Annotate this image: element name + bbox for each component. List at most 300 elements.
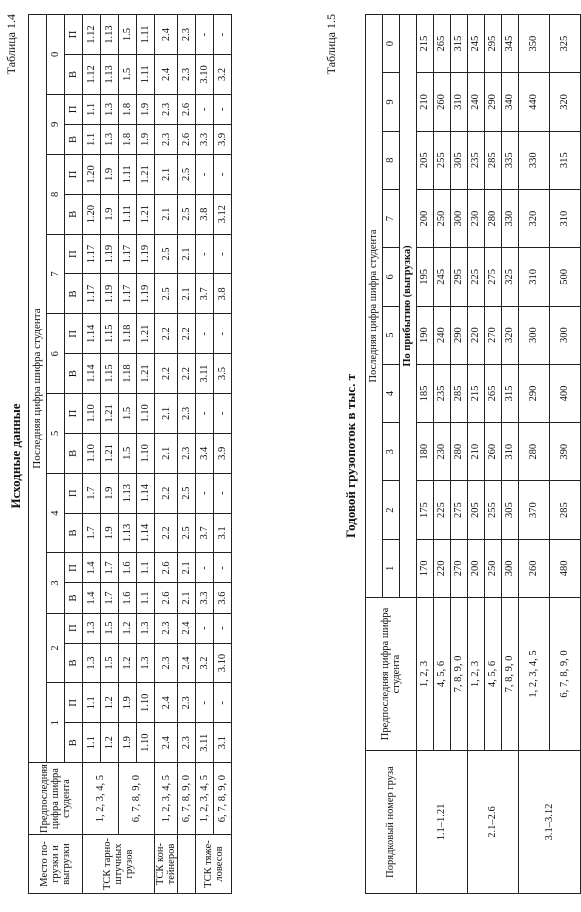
table-cell: - [214, 683, 232, 723]
sub-header-v: В [65, 583, 83, 613]
table-cell: 2.5 [178, 154, 196, 194]
table-row [83, 15, 101, 894]
table-cell: 3.8 [196, 194, 214, 234]
table-row [119, 15, 137, 894]
table-cell: 240 [434, 306, 451, 364]
sub-header-p: П [65, 613, 83, 643]
pre-digit-cell: 6, 7, 8, 9, 0 [178, 763, 196, 835]
table-cell: 2.3 [178, 15, 196, 55]
table-cell: 1.21 [101, 433, 119, 473]
table-cell: 2.6 [178, 94, 196, 124]
sub-header-v: В [65, 433, 83, 473]
table-cell: 225 [434, 481, 451, 539]
table-cell: 1.10 [137, 433, 155, 473]
table-cell: 3.12 [214, 194, 232, 234]
sub-header-v: В [65, 643, 83, 683]
table-cell: 230 [468, 189, 485, 247]
table-cell: 1.12 [83, 15, 101, 55]
table-cell: 2.3 [178, 683, 196, 723]
table-cell: - [196, 15, 214, 55]
table-cell: 290 [485, 73, 502, 131]
table-cell: 3.11 [196, 723, 214, 763]
table-cell: 3.11 [196, 354, 214, 394]
table-cell: 2.5 [178, 513, 196, 553]
table1-title: Исходные данные [8, 403, 23, 509]
table-cell: 310 [451, 73, 468, 131]
table-cell: 300 [502, 539, 519, 597]
table-cell: 1.10 [137, 394, 155, 434]
table-cell: 305 [502, 481, 519, 539]
table-cell: 280 [485, 189, 502, 247]
table2-label: Таблица 1.5 [324, 14, 338, 75]
table-cell: - [214, 394, 232, 434]
digit-header: 5 [47, 394, 65, 474]
table-cell: 1.9 [101, 194, 119, 234]
table-cell: 2.2 [178, 354, 196, 394]
table-cell: 275 [451, 481, 468, 539]
table-cell: 1.21 [137, 154, 155, 194]
table-cell: 290 [519, 364, 550, 422]
table-cell: - [214, 473, 232, 513]
digit-header: 6 [383, 248, 400, 306]
digit-header: 4 [383, 364, 400, 422]
table-cell: 215 [468, 364, 485, 422]
table-cell: - [196, 683, 214, 723]
table-cell: 1.13 [119, 513, 137, 553]
cargo-number-cell: 1.1–1.21 [417, 751, 468, 894]
table-cell: 1.11 [137, 15, 155, 55]
table-cell: 320 [519, 189, 550, 247]
table-cell: - [214, 15, 232, 55]
table-cell: 1.1 [83, 723, 101, 763]
table-cell: 1.14 [137, 473, 155, 513]
digit-header: 3 [383, 423, 400, 481]
table-cell: 1.9 [101, 513, 119, 553]
sub-header-v: В [65, 194, 83, 234]
table-cell: 1.10 [137, 723, 155, 763]
table-cell: 260 [434, 73, 451, 131]
table-cell: 3.5 [214, 354, 232, 394]
table-cell: 2.5 [178, 194, 196, 234]
table-header-row [366, 15, 383, 894]
table-cell: 1.5 [101, 613, 119, 643]
table-cell: 210 [417, 73, 434, 131]
sub-header-v: В [65, 513, 83, 553]
sub-header-p: П [65, 683, 83, 723]
header-last-digit: Последняя цифра шифра студента [29, 15, 47, 763]
pre-digit-cell: 6, 7, 8, 9, 0 [550, 598, 581, 751]
table-cell: 3.9 [214, 124, 232, 154]
table-row [214, 15, 232, 894]
header-cargo-number: Порядковый номер груза [366, 751, 417, 894]
table-cell: 1.9 [101, 154, 119, 194]
place-cell: ТСК тяже-ловесов [196, 835, 232, 894]
table-cell: 1.4 [83, 583, 101, 613]
table-cell: 2.4 [155, 55, 178, 95]
digit-header: 9 [47, 94, 65, 154]
table-cell: 295 [451, 248, 468, 306]
table-cell: 1.2 [101, 683, 119, 723]
digit-header: 8 [47, 154, 65, 234]
table-cell: 370 [519, 481, 550, 539]
table-cell: 1.21 [137, 314, 155, 354]
table-cell: 3.2 [196, 643, 214, 683]
table-cell: 1.10 [137, 683, 155, 723]
table-cell: 300 [519, 306, 550, 364]
table-cell: 1.9 [119, 683, 137, 723]
subheader-arrival: По прибытию (выгрузка) [400, 15, 417, 598]
table-cell: 265 [485, 364, 502, 422]
table-cell: 1.6 [119, 583, 137, 613]
table-cell: 280 [519, 423, 550, 481]
table-cell: 2.6 [178, 124, 196, 154]
table-cell: - [196, 314, 214, 354]
table-cell: 235 [468, 131, 485, 189]
table-cell: 2.4 [155, 723, 178, 763]
table-cell: 220 [468, 306, 485, 364]
place-cell [178, 835, 196, 894]
table-cell: 260 [485, 423, 502, 481]
table-cell: 1.7 [83, 513, 101, 553]
table-cell: - [214, 613, 232, 643]
table-cell: 1.3 [101, 124, 119, 154]
table-cell: 1.9 [137, 94, 155, 124]
table-cell: 1.19 [101, 234, 119, 274]
table-cell: 170 [417, 539, 434, 597]
table-cell: 3.2 [214, 55, 232, 95]
table-cell: 185 [417, 364, 434, 422]
table-cell: 1.17 [119, 274, 137, 314]
table-cell: 285 [485, 131, 502, 189]
table-cell: 2.2 [155, 314, 178, 354]
table-cell: 1.19 [137, 234, 155, 274]
table-row [417, 15, 434, 894]
digit-header: 0 [47, 15, 65, 95]
table-cell: - [214, 553, 232, 583]
table-cell: 3.10 [196, 55, 214, 95]
table-cell: 2.3 [155, 643, 178, 683]
table-cell: - [196, 94, 214, 124]
table-cell: 1.5 [119, 394, 137, 434]
digit-header: 5 [383, 306, 400, 364]
cargo-number-cell: 3.1–3.12 [519, 751, 581, 894]
table-cell: 440 [519, 73, 550, 131]
table-cell: 1.21 [137, 354, 155, 394]
table-cell: 2.1 [155, 194, 178, 234]
table-cell: 2.3 [178, 394, 196, 434]
table-cell: 1.17 [119, 234, 137, 274]
table-cell: 305 [451, 131, 468, 189]
table-cell: 2.3 [178, 55, 196, 95]
header-last-digit: Последняя цифра шифра студента [366, 15, 383, 598]
table-cell: 1.1 [137, 553, 155, 583]
table-cell: 275 [485, 248, 502, 306]
table-cell: 310 [502, 423, 519, 481]
digit-header: 8 [383, 131, 400, 189]
table-cell: 2.1 [155, 433, 178, 473]
table-cell: 2.1 [155, 394, 178, 434]
table-cell: 1.1 [83, 683, 101, 723]
table-cell: 3.7 [196, 274, 214, 314]
table-cell: 3.8 [214, 274, 232, 314]
table-cell: 315 [502, 364, 519, 422]
table-cell: 265 [434, 15, 451, 73]
table-cell: 205 [417, 131, 434, 189]
table-cell: - [196, 613, 214, 643]
table-cell: 2.1 [178, 583, 196, 613]
table-cell: 1.11 [119, 154, 137, 194]
table-cell: 500 [550, 248, 581, 306]
table-cell: 2.4 [178, 613, 196, 643]
table-cell: 1.11 [119, 194, 137, 234]
table-cell: 300 [451, 189, 468, 247]
table-row [178, 15, 196, 894]
table-cell: 1.12 [83, 55, 101, 95]
digit-header: 1 [383, 539, 400, 597]
table-cell: 330 [519, 131, 550, 189]
table-row [519, 15, 550, 894]
table-cell: 350 [519, 15, 550, 73]
table-cell: 3.7 [196, 513, 214, 553]
table-row [137, 15, 155, 894]
table-cell: 330 [502, 189, 519, 247]
table-cell: 340 [502, 73, 519, 131]
table-cell: 1.2 [101, 723, 119, 763]
table-cell: 1.5 [119, 15, 137, 55]
sub-header-p: П [65, 154, 83, 194]
table-cell: 220 [434, 539, 451, 597]
table-cell: 245 [468, 15, 485, 73]
table-cell: 1.3 [137, 613, 155, 643]
table-cell: 335 [502, 131, 519, 189]
pre-digit-cell: 1, 2, 3, 4, 5 [155, 763, 178, 835]
table-cell: 1.8 [119, 124, 137, 154]
table-cell: - [214, 154, 232, 194]
table-row [101, 15, 119, 894]
table-cell: 3.9 [214, 433, 232, 473]
table-cell: 2.1 [155, 154, 178, 194]
table-cell: 1.9 [101, 473, 119, 513]
table-cell: 1.14 [83, 354, 101, 394]
table-cell: 1.15 [101, 354, 119, 394]
table-cell: 480 [550, 539, 581, 597]
table-cell: 1.3 [83, 643, 101, 683]
table-cell: - [196, 473, 214, 513]
table-cell: 1.7 [101, 553, 119, 583]
table-cell: 2.2 [155, 354, 178, 394]
table-cell: 270 [451, 539, 468, 597]
table-cell: 325 [502, 248, 519, 306]
table-cell: - [196, 553, 214, 583]
table-cell: 3.4 [196, 433, 214, 473]
table-cell: 1.21 [101, 394, 119, 434]
table-cell: 225 [468, 248, 485, 306]
table-cell: 1.20 [83, 154, 101, 194]
table-cell: 250 [485, 539, 502, 597]
sub-header-v: В [65, 274, 83, 314]
table-cell: 1.2 [119, 613, 137, 643]
digit-header: 0 [383, 15, 400, 73]
table-row [196, 15, 214, 894]
digit-header: 7 [383, 189, 400, 247]
table-cell: 215 [417, 15, 434, 73]
table-cell: - [196, 154, 214, 194]
table-cell: 320 [550, 73, 581, 131]
table-cell: - [214, 234, 232, 274]
table-cell: 2.2 [178, 314, 196, 354]
table-cell: 1.1 [137, 583, 155, 613]
table-cell: 1.8 [119, 94, 137, 124]
table-cell: 1.7 [83, 473, 101, 513]
table-cell: 205 [468, 481, 485, 539]
table-cell: 1.1 [83, 94, 101, 124]
table-cell: 2.1 [178, 274, 196, 314]
table-cell: 2.4 [155, 15, 178, 55]
table-cell: 1.13 [101, 55, 119, 95]
table-header-row [65, 15, 83, 894]
table-cell: 1.9 [119, 723, 137, 763]
pre-digit-cell: 6, 7, 8, 9, 0 [214, 763, 232, 835]
table-cell: 255 [434, 131, 451, 189]
table-cell: 2.2 [155, 473, 178, 513]
table-cell: 250 [434, 189, 451, 247]
table-cell: 2.2 [155, 513, 178, 553]
table-cell: 2.1 [178, 553, 196, 583]
pre-digit-cell: 1, 2, 3, 4, 5 [83, 763, 119, 835]
table-cell: 2.4 [178, 643, 196, 683]
table-cell: 295 [485, 15, 502, 73]
table-cell: 270 [485, 306, 502, 364]
table-cell: 1.19 [137, 274, 155, 314]
table-cell: 1.5 [119, 433, 137, 473]
table-cell: 2.3 [178, 433, 196, 473]
table-cell: 1.13 [101, 15, 119, 55]
table-cell: 1.4 [83, 553, 101, 583]
digit-header: 7 [47, 234, 65, 314]
table-cell: 1.3 [83, 613, 101, 643]
sub-header-p: П [65, 394, 83, 434]
table-cell: 1.15 [101, 314, 119, 354]
table-cell: 1.18 [119, 354, 137, 394]
digit-header: 2 [383, 481, 400, 539]
table-cell: 1.18 [119, 314, 137, 354]
table-cell: 1.19 [101, 274, 119, 314]
table-cell: 175 [417, 481, 434, 539]
table-cell: 315 [451, 15, 468, 73]
table-cell: 230 [434, 423, 451, 481]
place-cell: ТСК кон-тейнеров [155, 835, 178, 894]
table-cell: 2.5 [155, 234, 178, 274]
table-cell: - [214, 94, 232, 124]
table-cell: 3.3 [196, 124, 214, 154]
table-cell: 1.7 [101, 583, 119, 613]
table1-initial-data [28, 14, 232, 894]
table-header-row [29, 15, 47, 894]
pre-digit-cell: 1, 2, 3, 4, 5 [519, 598, 550, 751]
table-cell: 300 [550, 306, 581, 364]
cargo-number-cell: 2.1–2.6 [468, 751, 519, 894]
table-cell: - [196, 234, 214, 274]
table-cell: 2.3 [155, 613, 178, 643]
table-cell: 1.21 [137, 194, 155, 234]
sub-header-p: П [65, 314, 83, 354]
table-cell: 1.13 [119, 473, 137, 513]
table-cell: 345 [502, 15, 519, 73]
table-cell: 2.6 [155, 553, 178, 583]
table-cell: 325 [550, 15, 581, 73]
table-cell: 200 [417, 189, 434, 247]
table-cell: - [196, 394, 214, 434]
table-cell: 190 [417, 306, 434, 364]
pre-digit-cell: 6, 7, 8, 9, 0 [119, 763, 155, 835]
table-cell: 235 [434, 364, 451, 422]
digit-header: 2 [47, 613, 65, 683]
table-cell: 1.10 [83, 433, 101, 473]
table-cell: 200 [468, 539, 485, 597]
pre-digit-cell: 4, 5, 6 [434, 598, 451, 751]
header-place: Место по-грузки и выгрузки [29, 835, 83, 894]
digit-header: 1 [47, 683, 65, 763]
sub-header-v: В [65, 354, 83, 394]
table-cell: 2.3 [155, 94, 178, 124]
table-cell: 1.17 [83, 274, 101, 314]
table-cell: 290 [451, 306, 468, 364]
table2-title: Годовой грузопоток в тыс. т [343, 373, 358, 539]
table-cell: 1.3 [137, 643, 155, 683]
table-row [155, 15, 178, 894]
digit-header: 9 [383, 73, 400, 131]
table2-annual-cargo-flow [365, 14, 581, 894]
table-cell: 195 [417, 248, 434, 306]
table-row [468, 15, 485, 894]
digit-header: 6 [47, 314, 65, 394]
table-cell: 245 [434, 248, 451, 306]
table-cell: 255 [485, 481, 502, 539]
header-pre: Предпоследняя цифра шифра студента [366, 598, 417, 751]
table-cell: 1.5 [119, 55, 137, 95]
digit-header: 3 [47, 553, 65, 613]
table-cell: 1.6 [119, 553, 137, 583]
table-cell: 310 [519, 248, 550, 306]
table-cell: 285 [550, 481, 581, 539]
table-cell: 2.6 [155, 583, 178, 613]
table-cell: 2.4 [155, 683, 178, 723]
table-cell: 315 [550, 131, 581, 189]
table-header-row [47, 15, 65, 894]
table-cell: 1.20 [83, 194, 101, 234]
table-cell: 280 [451, 423, 468, 481]
sub-header-p: П [65, 553, 83, 583]
sub-header-v: В [65, 124, 83, 154]
table-cell: 400 [550, 364, 581, 422]
sub-header-p: П [65, 234, 83, 274]
table-cell: 1.14 [137, 513, 155, 553]
pre-digit-cell: 4, 5, 6 [485, 598, 502, 751]
table-cell: 260 [519, 539, 550, 597]
pre-digit-cell: 7, 8, 9, 0 [451, 598, 468, 751]
table1-label: Таблица 1.4 [4, 14, 18, 75]
pre-digit-cell: 7, 8, 9, 0 [502, 598, 519, 751]
table-cell: 3.1 [214, 513, 232, 553]
table-cell: 2.3 [178, 723, 196, 763]
table-cell: 1.14 [83, 314, 101, 354]
place-cell: ТСК тарно-штучных грузов [83, 835, 155, 894]
pre-digit-cell: 1, 2, 3 [468, 598, 485, 751]
table-cell: 310 [550, 189, 581, 247]
header-pre: Предпоследняя цифра шифра студента [29, 763, 83, 835]
sub-header-p: П [65, 94, 83, 124]
table-cell: 2.5 [178, 473, 196, 513]
